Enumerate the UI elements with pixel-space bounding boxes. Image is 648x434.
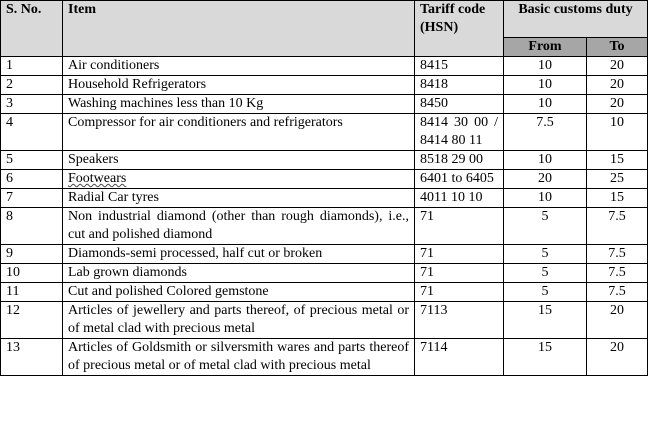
cell-sno: 8 [1, 208, 63, 245]
cell-from: 10 [504, 151, 587, 170]
table-row [1, 302, 648, 339]
cell-from: 10 [504, 189, 587, 208]
cell-sno: 6 [1, 170, 63, 189]
cell-hsn: 8415 [415, 57, 504, 76]
cell-sno: 9 [1, 245, 63, 264]
table-row [1, 170, 648, 189]
table-row [1, 189, 648, 208]
cell-item: Compressor for air conditioners and refrigerators [63, 114, 415, 151]
cell-from: 5 [504, 264, 587, 283]
cell-to: 15 [587, 189, 648, 208]
header-hsn: Tariff code (HSN) [415, 1, 504, 57]
cell-hsn: 8518 29 00 [415, 151, 504, 170]
cell-to: 20 [587, 95, 648, 114]
header-from: From [504, 38, 587, 57]
cell-to: 7.5 [587, 264, 648, 283]
cell-to: 7.5 [587, 245, 648, 264]
cell-item: Washing machines less than 10 Kg [63, 95, 415, 114]
cell-to: 25 [587, 170, 648, 189]
cell-to: 20 [587, 76, 648, 95]
cell-item: Diamonds-semi processed, half cut or broken [63, 245, 415, 264]
table-row [1, 76, 648, 95]
cell-item: Radial Car tyres [63, 189, 415, 208]
cell-hsn: 71 [415, 245, 504, 264]
cell-sno: 3 [1, 95, 63, 114]
cell-from: 20 [504, 170, 587, 189]
cell-from: 7.5 [504, 114, 587, 151]
cell-from: 10 [504, 95, 587, 114]
cell-item: Air conditioners [63, 57, 415, 76]
cell-sno: 12 [1, 302, 63, 339]
table-row [1, 208, 648, 245]
table-row [1, 283, 648, 302]
table-row [1, 245, 648, 264]
cell-to: 10 [587, 114, 648, 151]
cell-item: Cut and polished Colored gemstone [63, 283, 415, 302]
table-row [1, 57, 648, 76]
cell-item: Non industrial diamond (other than rough diamonds), i.e., cut and polished diamond [63, 208, 415, 245]
cell-item-text: Footwears [68, 171, 127, 186]
cell-item: Household Refrigerators [63, 76, 415, 95]
cell-from: 5 [504, 208, 587, 245]
cell-item: Lab grown diamonds [63, 264, 415, 283]
cell-to: 7.5 [587, 283, 648, 302]
cell-from: 10 [504, 57, 587, 76]
cell-from: 5 [504, 283, 587, 302]
cell-hsn: 71 [415, 264, 504, 283]
cell-hsn: 6401 to 6405 [415, 170, 504, 189]
header-to: To [587, 38, 648, 57]
cell-sno: 10 [1, 264, 63, 283]
cell-item [63, 170, 415, 189]
cell-sno: 11 [1, 283, 63, 302]
header-item: Item [63, 1, 415, 57]
cell-item: Articles of Goldsmith or silversmith wares and parts thereof of precious metal or of metal clad with precious metal [63, 339, 415, 376]
cell-to: 20 [587, 339, 648, 376]
cell-item: Articles of jewellery and parts thereof, of precious metal or of metal clad with precious metal [63, 302, 415, 339]
cell-to: 15 [587, 151, 648, 170]
cell-hsn: 7113 [415, 302, 504, 339]
table-row [1, 114, 648, 151]
cell-hsn: 71 [415, 283, 504, 302]
cell-to: 20 [587, 302, 648, 339]
cell-hsn: 7114 [415, 339, 504, 376]
table-row [1, 151, 648, 170]
cell-sno: 5 [1, 151, 63, 170]
cell-hsn: 8418 [415, 76, 504, 95]
cell-sno: 1 [1, 57, 63, 76]
cell-from: 15 [504, 339, 587, 376]
cell-from: 15 [504, 302, 587, 339]
cell-sno: 13 [1, 339, 63, 376]
cell-sno: 4 [1, 114, 63, 151]
table-row [1, 264, 648, 283]
cell-hsn: 8450 [415, 95, 504, 114]
cell-sno: 2 [1, 76, 63, 95]
cell-from: 10 [504, 76, 587, 95]
cell-from: 5 [504, 245, 587, 264]
cell-hsn: 71 [415, 208, 504, 245]
header-duty: Basic customs duty [504, 1, 648, 38]
cell-to: 20 [587, 57, 648, 76]
header-sno: S. No. [1, 1, 63, 57]
cell-item: Speakers [63, 151, 415, 170]
cell-to: 7.5 [587, 208, 648, 245]
cell-hsn: 4011 10 10 [415, 189, 504, 208]
table-row [1, 95, 648, 114]
cell-sno: 7 [1, 189, 63, 208]
cell-hsn: 8414 30 00 / 8414 80 11 [415, 114, 504, 151]
table-row [1, 339, 648, 376]
